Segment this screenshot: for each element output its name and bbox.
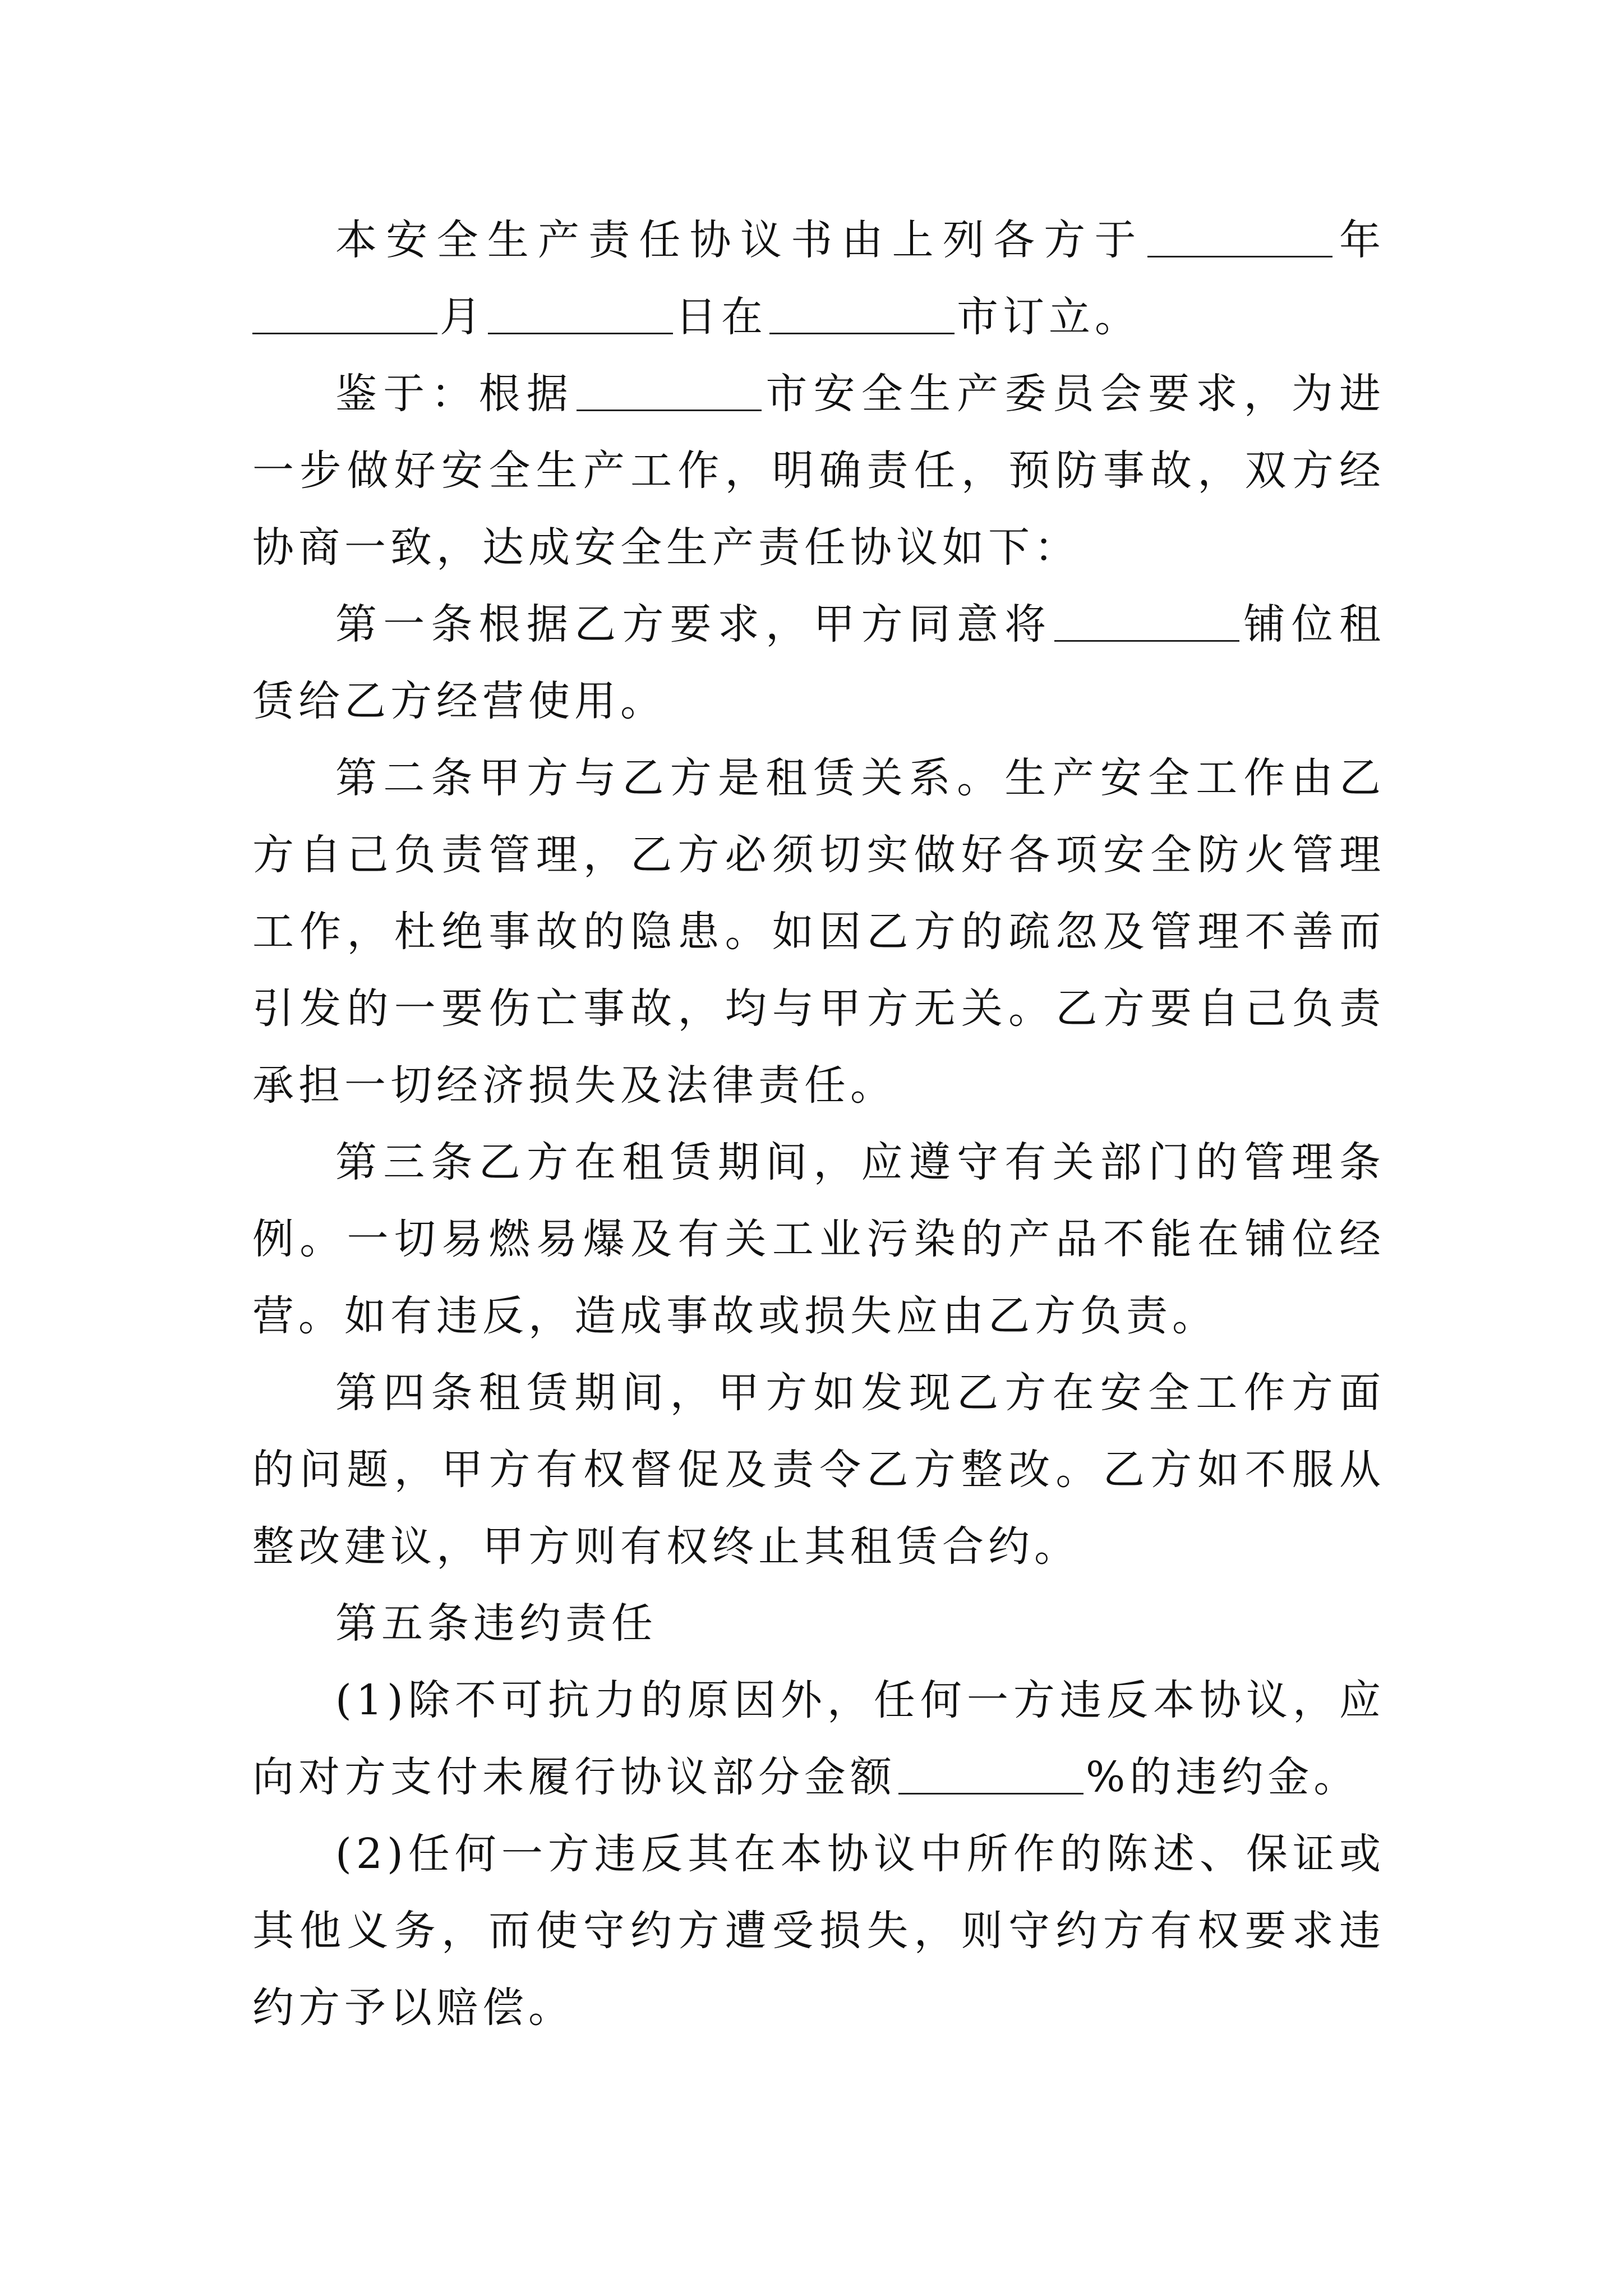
intro-text-year: 年 <box>1334 216 1386 264</box>
month-blank <box>252 293 437 334</box>
city-blank <box>769 293 955 334</box>
paragraph-article-1 <box>252 586 1385 740</box>
paragraph-intro <box>252 202 1385 356</box>
percent-blank <box>898 1754 1083 1795</box>
article1-text-2: 铺位租赁给乙方经营使用。 <box>252 600 1386 725</box>
paragraph-article-3: 第三条乙方在租赁期间，应遵守有关部门的管理条例。一切易燃易爆及有关工业污染的产品不能在铺位经营。如有违反，造成事故或损失应由乙方负责。 <box>252 1138 1385 1340</box>
intro-text-1: 本安全生产责任协议书由上列各方于 <box>335 216 1145 264</box>
intro-text-city: 市订立。 <box>957 293 1141 341</box>
intro-text-month: 月 <box>440 293 486 341</box>
paragraph-article-2: 第二条甲方与乙方是租赁关系。生产安全工作由乙方自己负责管理，乙方必须切实做好各项安全防火管理工作，杜绝事故的隐患。如因乙方的疏忽及管理不善而引发的一要伤亡事故，均与甲方无关。乙方要自己负责承担一切经济损失及法律责任。 <box>252 754 1385 1110</box>
paragraph-article-5: 第五条违约责任 <box>335 1599 657 1648</box>
paragraph-clause-1 <box>252 1662 1385 1816</box>
whereas-text-2: 市安全生产委员会要求，为进一步做好安全生产工作，明确责任，预防事故，双方经协商一致，达成安全生产责任协议如下： <box>252 370 1386 572</box>
document-page <box>252 202 1385 2046</box>
paragraph-whereas <box>252 356 1385 586</box>
clause1-text-1: (1)除不可抗力的原因外，任何一方违反本协议，应向对方支付未履行协议部分金额 <box>252 1676 1385 1801</box>
clause1-text-2: %的违约金。 <box>1086 1753 1360 1801</box>
paragraph-clause-2: (2)任何一方违反其在本协议中所作的陈述、保证或其他义务，而使守约方遭受损失，则守约方有权要求违约方予以赔偿。 <box>252 1830 1385 2032</box>
paragraph-article-4: 第四条租赁期间，甲方如发现乙方在安全工作方面的问题，甲方有权督促及责令乙方整改。乙方如不服从整改建议，甲方则有权终止其租赁合约。 <box>252 1369 1385 1571</box>
whereas-text-1: 鉴于：根据 <box>335 370 575 418</box>
city-committee-blank <box>577 370 762 411</box>
intro-text-day: 日在 <box>675 293 767 341</box>
article1-text-1: 第一条根据乙方要求，甲方同意将 <box>335 600 1053 648</box>
day-blank <box>488 293 673 334</box>
stall-blank <box>1054 601 1239 642</box>
year-blank <box>1147 217 1332 257</box>
